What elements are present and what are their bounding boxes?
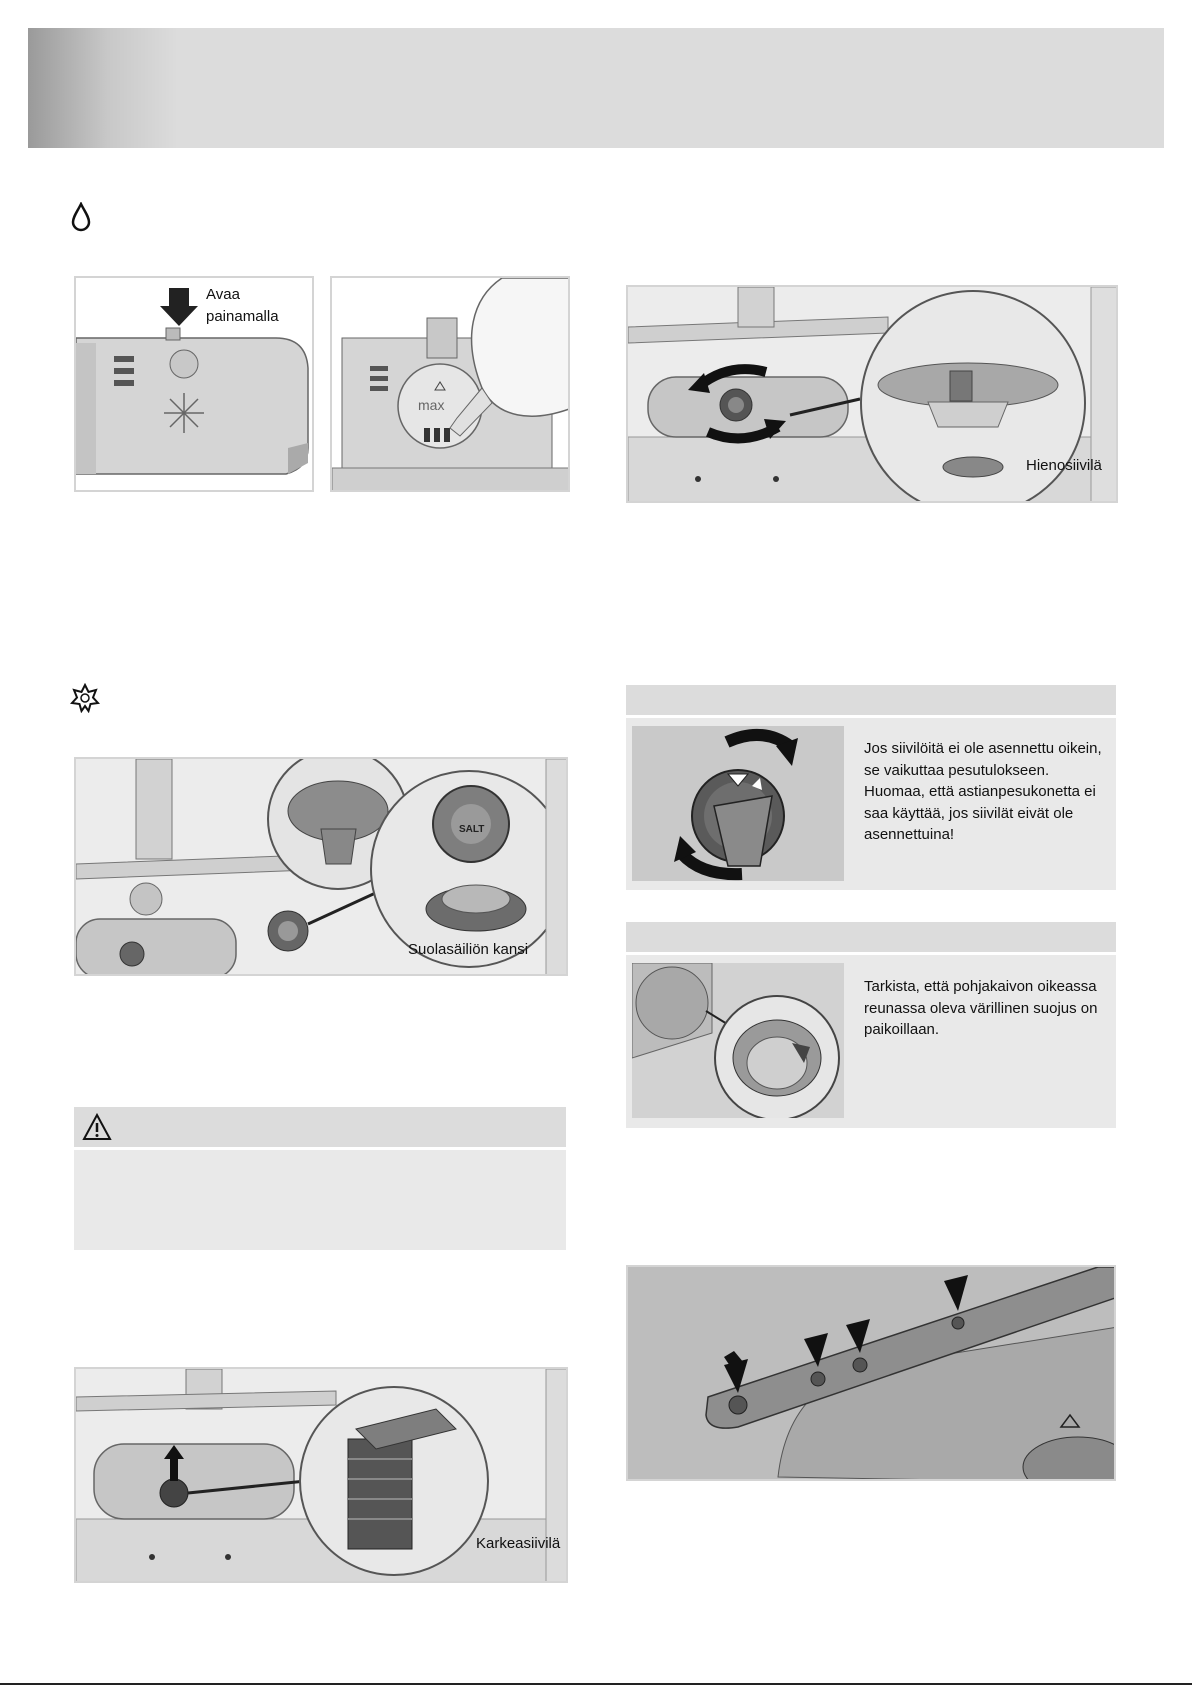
notice-cover-header-bar xyxy=(626,922,1116,952)
open-by-pressing-label: Avaa painamalla xyxy=(206,286,279,325)
dispenser-fill-illustration xyxy=(330,276,570,492)
warning-body xyxy=(74,1150,566,1250)
coarse-filter-illustration xyxy=(74,1367,568,1583)
filter-lock-illustration xyxy=(632,726,844,881)
fine-filter-label: Hienosiivilä xyxy=(1026,457,1102,474)
warning-triangle-icon xyxy=(82,1113,112,1141)
fine-filter-illustration xyxy=(626,285,1118,503)
spray-arm-holes-illustration xyxy=(626,1265,1116,1481)
salt-cap-label: Suolasäiliön kansi xyxy=(408,941,529,958)
warning-header-bar xyxy=(74,1107,566,1147)
notice-filters-text: Jos siivilöitä ei ole asennettu oikein, se vaikuttaa pesutulokseen. Huomaa, että astianpesukonetta ei saa käyttää, jos siivilät eivät ole asennettuina! xyxy=(864,740,1102,843)
sparkle-icon xyxy=(70,683,100,713)
page-header-band xyxy=(28,28,1164,148)
notice-cover-text: Tarkista, että pohjakaivon oikeassa reunassa oleva värillinen suojus on paikoillaan. xyxy=(864,978,1098,1038)
dispenser-open-illustration xyxy=(74,276,314,492)
max-label: max xyxy=(418,397,445,413)
salt-cap-illustration xyxy=(74,757,568,976)
salt-cap-text: SALT xyxy=(459,824,485,835)
sump-cover-illustration xyxy=(632,963,844,1118)
droplet-icon xyxy=(70,202,92,232)
notice-filters-header-bar xyxy=(626,685,1116,715)
coarse-filter-label: Karkeasiivilä xyxy=(476,1535,561,1552)
